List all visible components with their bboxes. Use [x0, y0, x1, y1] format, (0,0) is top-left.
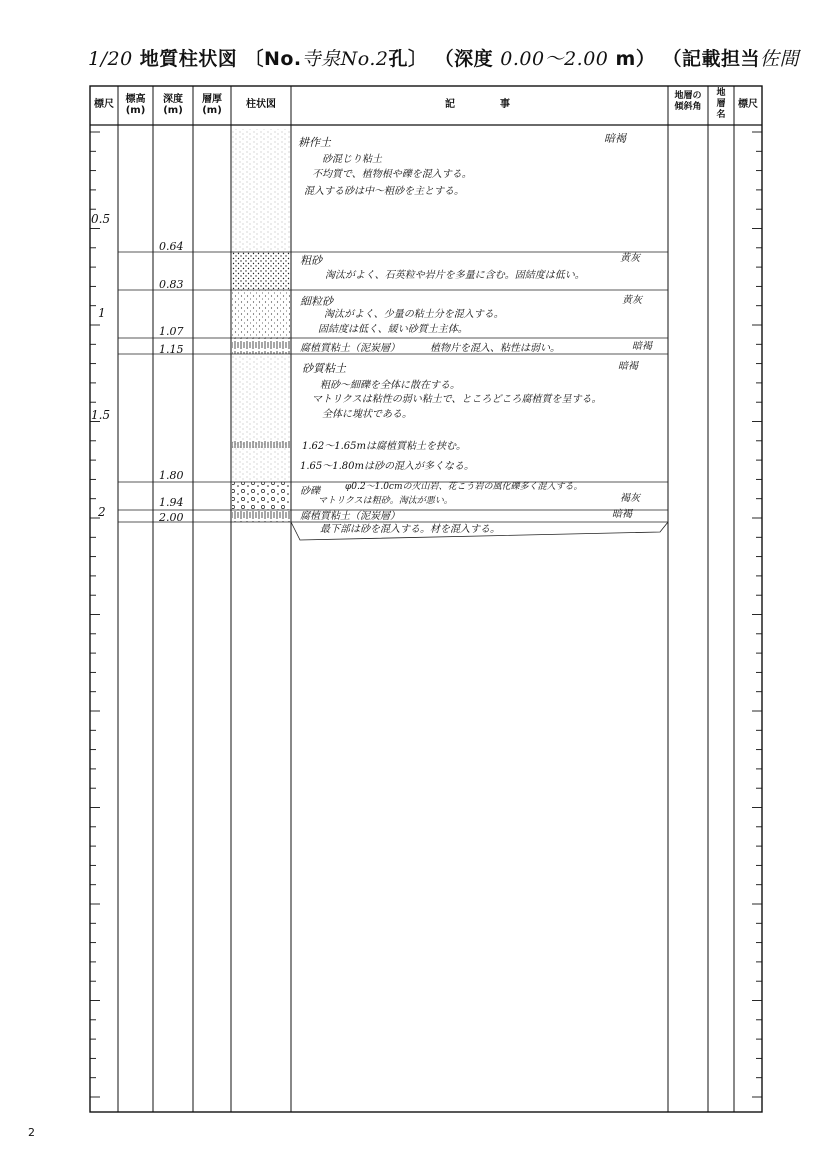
- header-depth-label: 深度: [163, 94, 183, 105]
- header-thickness-label: 層厚: [202, 94, 222, 105]
- column-layer-3: [232, 290, 290, 338]
- title-depth-unit: m）: [615, 48, 656, 70]
- note-layer7-line: 最下部は砂を混入する。材を混入する。: [320, 524, 500, 535]
- column-layer-6: [232, 482, 290, 510]
- header-depth: [153, 94, 193, 116]
- header-dip: [668, 91, 708, 113]
- note-layer3-line: 固結度は低く、緩い砂質土主体。: [318, 324, 468, 335]
- note-layer6-line: φ0.2～1.0cmの火山岩、花こう岩の風化礫多く混入する。: [345, 482, 583, 492]
- header-strat-3: 名: [716, 110, 726, 120]
- column-layer-5-peat-band: [232, 440, 290, 448]
- title-depth-label: （深度: [434, 48, 494, 70]
- note-layer2-line: 淘汰がよく、石英粒や岩片を多量に含む。固結度は低い。: [325, 270, 585, 281]
- note-layer1-line: 不均質で、植物根や礫を混入する。: [312, 169, 472, 180]
- note-layer7-title: 腐植質粘土（泥炭層）: [300, 511, 400, 522]
- note-layer1-line: 混入する砂は中～粗砂を主とする。: [304, 186, 464, 197]
- note-layer7-color: 暗褐: [612, 509, 632, 520]
- header-thickness-unit: (m): [202, 105, 222, 116]
- note-layer6-color: 褐灰: [620, 493, 640, 504]
- depth-value: 1.07: [159, 325, 184, 338]
- scale-mark-0-5: 0.5: [91, 212, 111, 226]
- header-column: 柱状図: [246, 99, 276, 110]
- note-layer5-line: 1.62～1.65mは腐植質粘土を挟む。: [302, 441, 467, 452]
- note-layer2-color: 黄灰: [620, 253, 640, 264]
- note-layer3-color: 黄灰: [622, 295, 642, 306]
- note-layer1-color: 暗褐: [604, 132, 626, 145]
- column-layer-1: [232, 129, 290, 252]
- column-layer-2: [232, 252, 290, 290]
- note-layer4-line: 植物片を混入、粘性は弱い。: [430, 343, 560, 354]
- note-layer5-line: 1.65～1.80mは砂の混入が多くなる。: [300, 461, 475, 472]
- header-strat: [708, 88, 734, 121]
- note-layer5-line: マトリクスは粘性の弱い粘土で、ところどころ腐植質を呈する。: [312, 394, 602, 405]
- depth-value: 2.00: [159, 511, 184, 524]
- scale-mark-2: 2: [98, 505, 106, 519]
- column-layer-4: [232, 338, 290, 354]
- scale-mark-1-5: 1.5: [91, 408, 111, 422]
- note-layer6-line: マトリクスは粗砂。淘汰が悪い。: [318, 496, 453, 506]
- header-elevation: [118, 94, 153, 116]
- note-layer3-line: 淘汰がよく、少量の粘土分を混入する。: [324, 309, 504, 320]
- column-layer-7: [232, 510, 290, 522]
- sheet-frame: [90, 86, 762, 1112]
- depth-value: 1.80: [159, 469, 184, 482]
- column-layer-5: [232, 354, 290, 482]
- title-no-prefix: 〔No.: [244, 48, 302, 70]
- depth-value: 1.94: [159, 496, 184, 509]
- title-recorder-label: （記載担当: [662, 48, 760, 70]
- header-strat-2: 層: [716, 99, 726, 109]
- header-thickness: [193, 94, 231, 116]
- note-layer6-title: 砂礫: [300, 486, 320, 497]
- header-scale-right: 標尺: [738, 99, 758, 110]
- scale-mark-1: 1: [98, 306, 106, 320]
- header-strat-1: 地: [716, 88, 726, 98]
- header-notes-b: 事: [500, 99, 510, 110]
- hole-name: 寺泉No.2: [301, 48, 389, 70]
- header-dip-line1: 地層の: [674, 91, 702, 101]
- scale-ratio: 1/20: [88, 48, 133, 70]
- header-elevation-label: 標高: [125, 94, 146, 105]
- note-layer3-title: 細粒砂: [300, 295, 333, 308]
- note-layer1-line: 砂混じり粘土: [322, 154, 382, 165]
- recorder-name: 佐間: [759, 48, 799, 70]
- note-layer1-title: 耕作土: [298, 136, 331, 149]
- note-layer4-title: 腐植質粘土（泥炭層）: [300, 343, 400, 354]
- header-depth-unit: (m): [163, 105, 183, 116]
- page-number: 2: [28, 1126, 35, 1139]
- depth-value: 1.15: [159, 343, 184, 356]
- depth-value: 0.83: [159, 278, 184, 291]
- note-layer5-line: 全体に塊状である。: [322, 409, 412, 420]
- title-hole-suffix: 孔〕: [388, 48, 428, 70]
- header-scale-left: 標尺: [94, 99, 114, 110]
- header-dip-line2: 傾斜角: [674, 102, 702, 112]
- title-label: 地質柱状図: [139, 48, 238, 70]
- header-elevation-unit: (m): [125, 105, 146, 116]
- header-notes-a: 記: [445, 99, 455, 110]
- depth-range: 0.00～2.00: [500, 48, 609, 70]
- note-layer5-title: 砂質粘土: [302, 362, 346, 375]
- depth-value: 0.64: [159, 240, 184, 253]
- note-layer2-title: 粗砂: [300, 254, 322, 267]
- note-layer5-color: 暗褐: [618, 361, 638, 372]
- note-layer4-color: 暗褐: [632, 341, 652, 352]
- note-layer5-line: 粗砂～細礫を全体に散在する。: [320, 380, 460, 391]
